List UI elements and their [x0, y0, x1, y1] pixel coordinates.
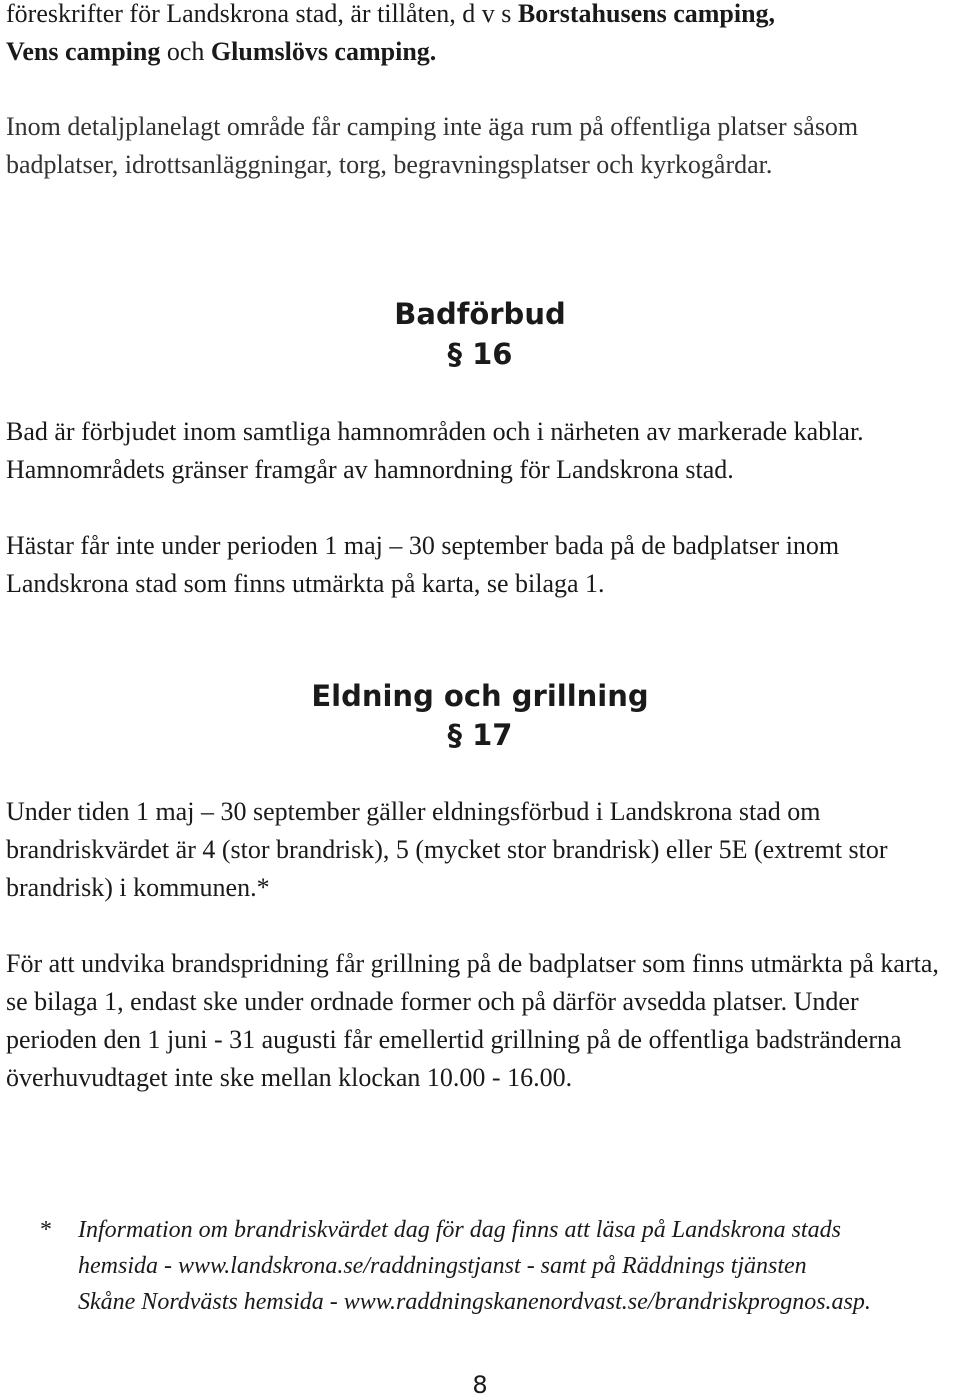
footnote	[40, 1212, 940, 1320]
intro-bold-glumslovs: Glumslövs camping.	[210, 37, 437, 66]
section-16-heading: Badförbud	[394, 297, 566, 331]
intro-text: föreskrifter för Landskrona stad, är tillåten, d v s	[6, 0, 518, 28]
footnote-line-3: Skåne Nordvästs hemsida - www.raddningskanenordvast.se/brandriskprognos.asp.	[78, 1289, 871, 1315]
camping-paragraph: Inom detaljplanelagt område får camping inte äga rum på offentliga platser såsom badplatser, idrottsanläggningar, torg, begravningsplatser och kyrkogårdar.	[6, 112, 859, 179]
intro-bold-borstahusens: Borstahusens camping,	[517, 0, 776, 28]
footnote-marker: *	[40, 1217, 52, 1243]
section-17-paragraph-1: Under tiden 1 maj – 30 september gäller eldningsförbud i Landskrona stad om brandriskvärdet är 4 (stor brandrisk), 5 (mycket stor brandrisk) eller 5E (extremt stor brandrisk) i kommunen.*	[6, 797, 888, 902]
intro-och: och	[160, 37, 211, 66]
section-16-paragraph-2: Hästar får inte under perioden 1 maj – 30 september bada på de badplatser inom Landskrona stad som finns utmärkta på karta, se bilaga 1.	[6, 531, 840, 598]
intro-paragraph	[6, 0, 956, 71]
footnote-line-2: hemsida - www.landskrona.se/raddningstjanst - samt på Räddnings tjänsten	[78, 1253, 807, 1279]
footnote-line-1: Information om brandriskvärdet dag för dag finns att läsa på Landskrona stads	[78, 1217, 841, 1243]
section-16-paragraph-1: Bad är förbjudet inom samtliga hamnområden och i närheten av markerade kablar. Hamnområdets gränser framgår av hamnordning för Landskrona stad.	[6, 417, 864, 484]
intro-bold-vens: Vens camping	[6, 37, 161, 66]
section-17-heading: Eldning och grillning	[311, 679, 649, 713]
section-17-number: § 17	[447, 718, 513, 752]
section-16-number: § 16	[447, 337, 513, 371]
page-number: 8	[472, 1371, 488, 1399]
section-17-paragraph-2: För att undvika brandspridning får grillning på de badplatser som finns utmärkta på karta, se bilaga 1, endast ske under ordnade former och på därför avsedda platser. Under perioden den 1 juni - 31 augusti får emellertid grillning på de offentliga badstränderna överhuvudtaget inte ske mellan klockan 10.00 - 16.00.	[6, 949, 939, 1092]
